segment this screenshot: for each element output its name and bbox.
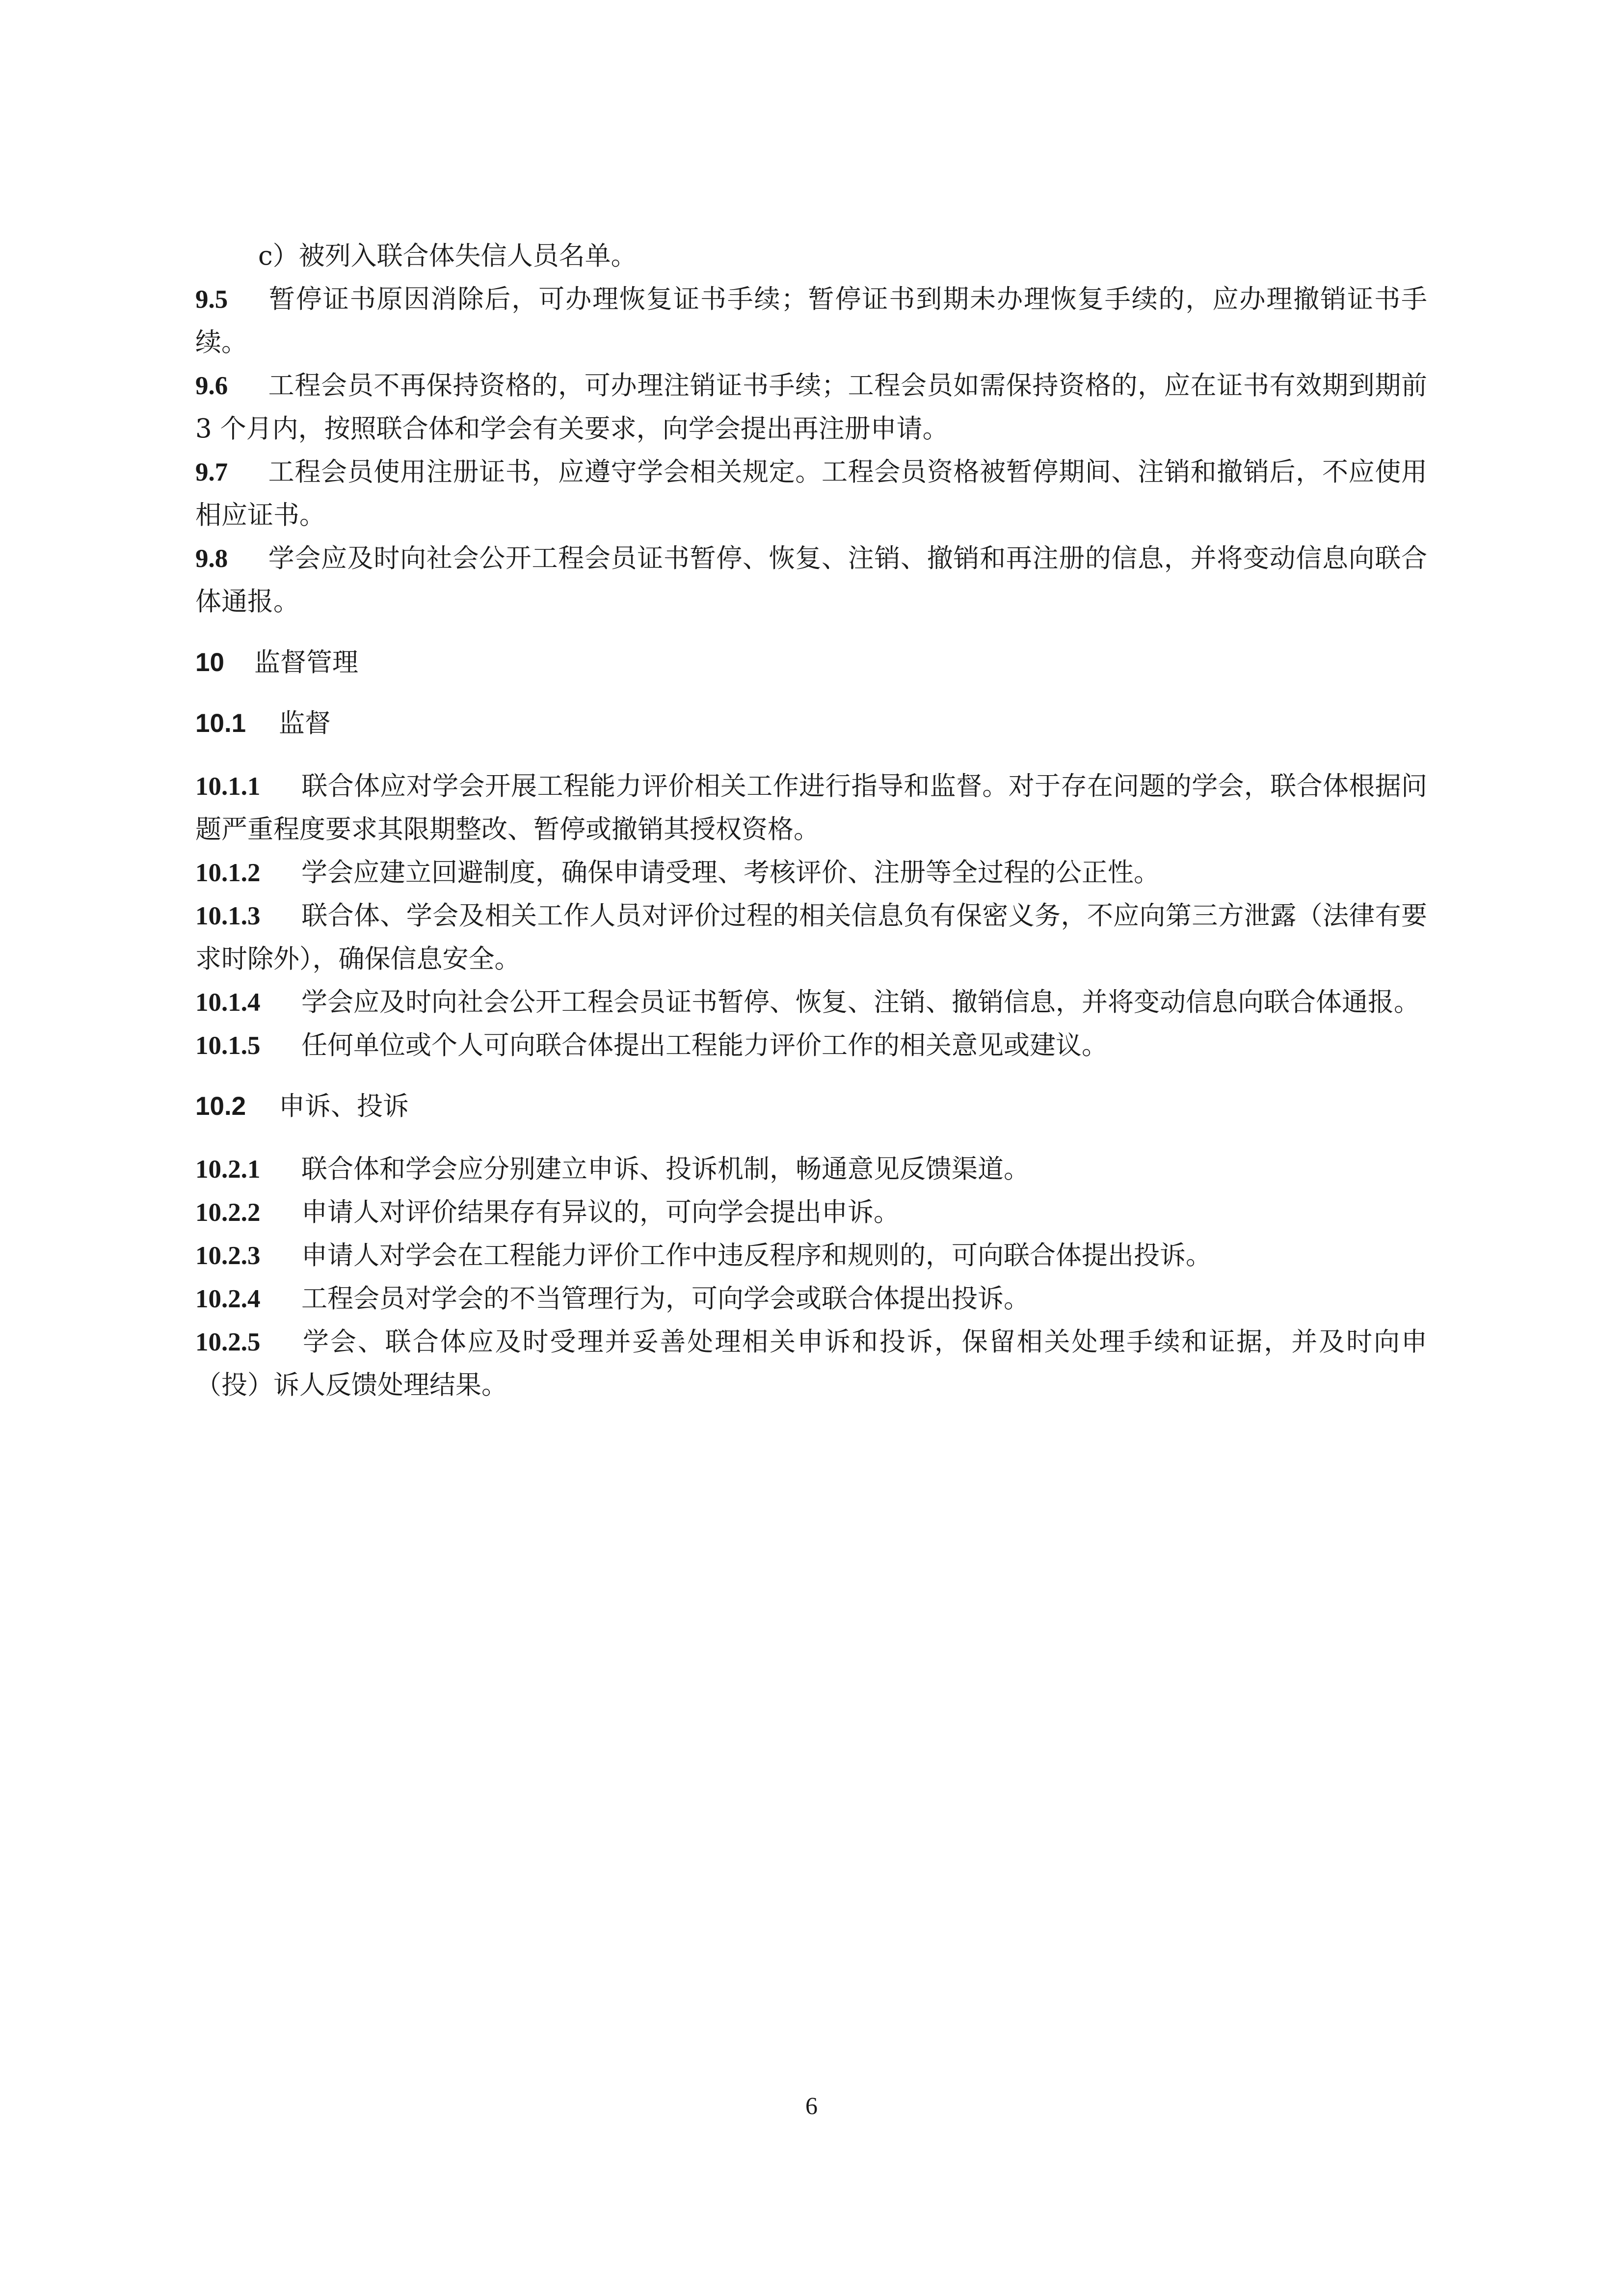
clause-text: 学会应建立回避制度，确保申请受理、考核评价、注册等全过程的公正性。 [301,858,1160,888]
section-number: 10 [195,648,224,677]
clause-number: 10.1.3 [195,902,261,930]
clause-9-7 [195,451,1427,537]
clause-text: 申请人对学会在工程能力评价工作中违反程序和规则的，可向联合体提出投诉。 [301,1241,1212,1270]
clause-number: 10.2.5 [195,1328,261,1356]
clause-text: 联合体、学会及相关工作人员对评价过程的相关信息负有保密义务，不应向第三方泄露（法律有要求时除外），确保信息安全。 [195,901,1427,974]
clause-text: 联合体和学会应分别建立申诉、投诉机制，畅通意见反馈渠道。 [301,1154,1030,1184]
subsection-heading-10-2 [195,1085,1427,1128]
section-heading-10 [195,641,1427,684]
item-c-text: c）被列入联合体失信人员名单。 [258,241,637,271]
clause-text: 学会应及时向社会公开工程会员证书暂停、恢复、注销、撤销信息，并将变动信息向联合体通报。 [301,987,1420,1017]
subsection-heading-10-1 [195,702,1427,745]
clause-text: 任何单位或个人可向联合体提出工程能力评价工作的相关意见或建议。 [301,1030,1108,1060]
clause-10-2-3 [195,1234,1427,1277]
clause-text: 工程会员对学会的不当管理行为，可向学会或联合体提出投诉。 [301,1284,1030,1314]
clause-10-1-3 [195,894,1427,981]
clause-10-2-1 [195,1148,1427,1191]
clause-text: 学会应及时向社会公开工程会员证书暂停、恢复、注销、撤销和再注册的信息，并将变动信息向联合体通报。 [195,543,1427,617]
document-body [195,235,1427,1407]
clause-text: 工程会员不再保持资格的，可办理注销证书手续；工程会员如需保持资格的，应在证书有效期到期前 3 个月内，按照联合体和学会有关要求，向学会提出再注册申请。 [195,371,1427,444]
clause-10-2-4 [195,1277,1427,1321]
subsection-title: 监督 [279,708,331,738]
clause-number: 10.2.3 [195,1242,261,1270]
clause-10-1-1 [195,765,1427,851]
clause-10-2-5 [195,1321,1427,1407]
clause-10-1-4 [195,981,1427,1024]
clause-number: 9.6 [195,372,228,400]
clause-text: 申请人对评价结果存有异议的，可向学会提出申诉。 [301,1197,900,1227]
section-title: 监督管理 [254,648,358,677]
clause-number: 9.5 [195,285,228,314]
clause-10-2-2 [195,1191,1427,1234]
clause-number: 10.1.1 [195,772,261,801]
clause-10-1-2 [195,851,1427,894]
item-c [195,235,1427,278]
page-number: 6 [805,2092,818,2119]
clause-text: 暂停证书原因消除后，可办理恢复证书手续；暂停证书到期未办理恢复手续的，应办理撤销证书手续。 [195,284,1427,357]
clause-number: 10.2.2 [195,1198,261,1227]
clause-number: 10.2.4 [195,1285,261,1313]
clause-number: 10.1.5 [195,1031,261,1060]
clause-text: 工程会员使用注册证书，应遵守学会相关规定。工程会员资格被暂停期间、注销和撤销后，不应使用相应证书。 [195,457,1427,530]
clause-9-6 [195,364,1427,451]
clause-number: 9.7 [195,458,228,486]
clause-9-5 [195,278,1427,364]
clause-text: 联合体应对学会开展工程能力评价相关工作进行指导和监督。对于存在问题的学会，联合体根据问题严重程度要求其限期整改、暂停或撤销其授权资格。 [195,771,1427,844]
subsection-number: 10.1 [195,709,246,738]
clause-text: 学会、联合体应及时受理并妥善处理相关申诉和投诉，保留相关处理手续和证据，并及时向申（投）诉人反馈处理结果。 [195,1327,1427,1400]
clause-9-8 [195,537,1427,623]
clause-number: 9.8 [195,544,228,573]
subsection-number: 10.2 [195,1092,246,1121]
clause-10-1-5 [195,1024,1427,1067]
clause-number: 10.1.2 [195,859,261,887]
clause-number: 10.2.1 [195,1155,261,1184]
subsection-title: 申诉、投诉 [279,1091,409,1121]
clause-number: 10.1.4 [195,988,261,1017]
